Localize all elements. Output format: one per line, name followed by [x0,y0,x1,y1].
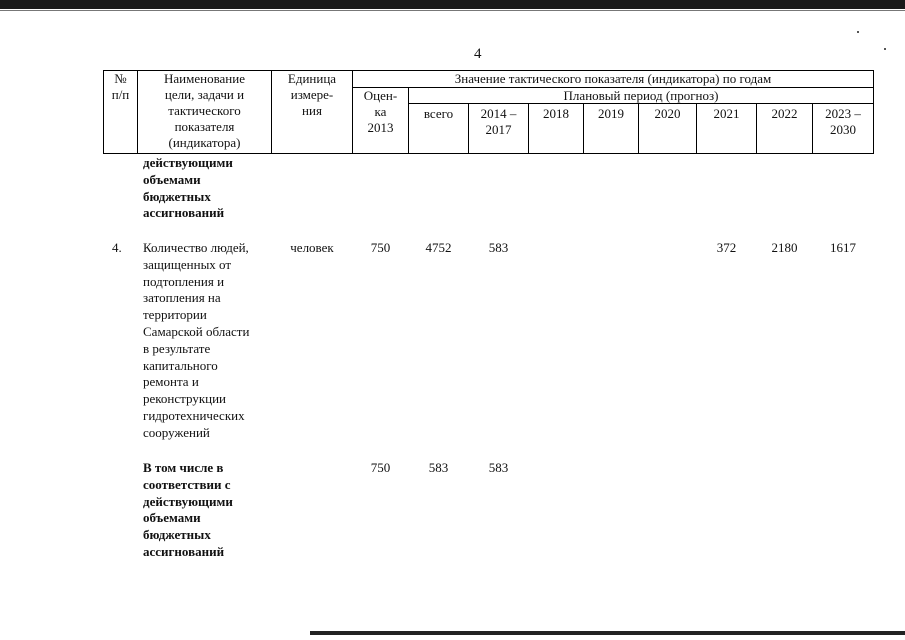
header-col-name: Наименование цели, задачи и тактического показателя (индикатора) [164,71,245,150]
row-name: Количество людей, защищенных от подтопления и затопления на территории Самарской области в результате капитального ремонта и реконструкции гидротехнических сооружений [143,240,250,440]
header-planned-title: Плановый период (прогноз) [563,88,719,103]
header-col-2020: 2020 [654,106,681,121]
header-group-title: Значение тактического показателя (индикатора) по годам [454,71,772,86]
row-unit: человек [290,240,334,255]
row-name: В том числе в соответствии с действующими объемами бюджетных ассигнований [143,460,233,559]
row-2021: 372 [716,240,737,255]
header-col-unit: Единица измере- ния [287,71,337,118]
row-total: 583 [428,460,449,475]
header-col-2021: 2021 [713,106,740,121]
page-number: 4 [474,46,482,62]
header-col-2019: 2019 [598,106,624,121]
scan-top-border [0,0,905,9]
header-col-2014-2017: 2014 – 2017 [480,106,517,137]
row-2014-2017: 583 [488,460,509,475]
header-col-no: № п/п [111,71,130,102]
row-estimate-2013: 750 [370,240,391,255]
row-2023-2030: 1617 [830,240,856,255]
header-col-estimate: Оцен- ка 2013 [363,88,398,135]
row-total: 4752 [425,240,452,255]
scan-bottom-border [310,631,905,635]
header-col-total: всего [423,106,454,121]
scan-speck [884,48,886,50]
row-estimate-2013: 750 [370,460,391,475]
header-col-2023-2030: 2023 – 2030 [825,106,861,137]
row-name: действующими объемами бюджетных ассигнований [143,155,233,221]
scan-top-border-thin [0,10,905,11]
header-line-bottom [103,153,874,154]
scan-speck [857,31,859,33]
header-vline [873,70,874,154]
row-2014-2017: 583 [488,240,509,255]
row-2022: 2180 [771,240,798,255]
row-number: 4. [112,240,122,255]
header-col-2022: 2022 [771,106,798,121]
header-col-2018: 2018 [543,106,569,121]
